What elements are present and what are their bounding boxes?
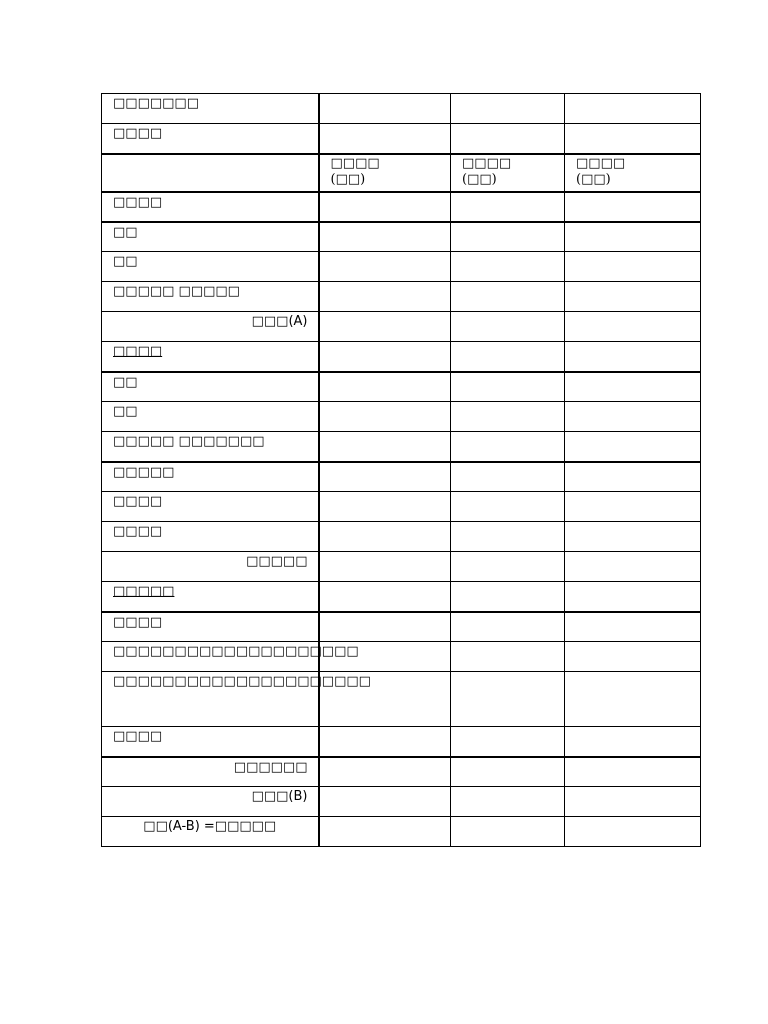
value-cell[interactable] xyxy=(319,787,451,817)
value-cell[interactable] xyxy=(319,252,451,282)
value-cell[interactable] xyxy=(565,817,701,847)
row-label-cell xyxy=(102,672,371,727)
row-label: □□□□ xyxy=(113,524,163,539)
value-cell[interactable] xyxy=(565,522,701,552)
table-row xyxy=(102,462,701,492)
row-label-cell xyxy=(102,342,319,372)
row-label-cell xyxy=(102,612,319,642)
row-label: □□□□□ □□□□□ xyxy=(113,284,240,299)
value-cell[interactable] xyxy=(319,612,451,642)
value-cell[interactable] xyxy=(319,552,451,582)
value-cell[interactable] xyxy=(451,582,565,612)
row-label: □□□□□ xyxy=(113,584,175,599)
value-cell[interactable] xyxy=(565,252,701,282)
table-row xyxy=(102,612,701,642)
value-cell[interactable] xyxy=(451,787,565,817)
value-cell[interactable] xyxy=(319,312,451,342)
row-label: □□□□□ xyxy=(113,464,175,480)
row-label-cell xyxy=(102,552,319,582)
value-cell[interactable] xyxy=(565,192,701,222)
row-label: □□ xyxy=(113,374,138,390)
row-label-cell xyxy=(102,402,319,432)
row-label-cell xyxy=(102,312,319,342)
row-label: □□□□□□ xyxy=(233,759,308,775)
value-cell[interactable] xyxy=(319,727,451,757)
table-row xyxy=(102,312,701,342)
row-label: □□□□ xyxy=(113,614,163,630)
value-cell[interactable] xyxy=(451,192,565,222)
value-cell[interactable] xyxy=(319,757,451,787)
row-label-cell xyxy=(102,582,319,612)
table-row xyxy=(102,787,701,817)
row-label: □□□□ xyxy=(113,126,163,141)
value-cell[interactable] xyxy=(451,462,565,492)
row-label: □□ xyxy=(113,254,138,269)
row-label: □□(A-B) =□□□□□ xyxy=(143,819,277,834)
value-cell[interactable] xyxy=(319,372,451,402)
value-cell[interactable] xyxy=(319,462,451,492)
table-row xyxy=(102,222,701,252)
value-cell[interactable] xyxy=(565,552,701,582)
table-row xyxy=(102,372,701,402)
value-cell[interactable] xyxy=(451,342,565,372)
value-cell[interactable] xyxy=(451,402,565,432)
row-label-cell xyxy=(102,282,319,312)
column-header-2 xyxy=(451,154,565,192)
row-label-cell xyxy=(102,372,319,402)
table-row xyxy=(102,402,701,432)
value-cell[interactable] xyxy=(565,432,701,462)
row-label-cell xyxy=(102,522,319,552)
row-label: □□□□□□□□□□□□□□□□□□□□ xyxy=(113,644,359,659)
row-label: □□□□□□□ xyxy=(113,96,199,111)
table-row xyxy=(102,522,701,552)
table-row xyxy=(102,282,701,312)
value-cell[interactable] xyxy=(451,312,565,342)
row-label: □□□□ xyxy=(113,194,163,210)
table-row xyxy=(102,672,701,727)
value-cell[interactable] xyxy=(451,727,565,757)
row-label: □□□□ xyxy=(113,729,163,744)
value-cell[interactable] xyxy=(565,642,701,672)
table-row xyxy=(102,582,701,612)
value-cell[interactable] xyxy=(451,672,565,727)
value-cell[interactable] xyxy=(565,402,701,432)
row-label-cell xyxy=(102,154,319,192)
table-row xyxy=(102,432,701,462)
value-cell[interactable] xyxy=(451,372,565,402)
value-cell[interactable] xyxy=(319,492,451,522)
value-cell[interactable] xyxy=(451,552,565,582)
form-table-body xyxy=(102,94,701,847)
row-label: □□□(A) xyxy=(251,314,308,329)
row-label: □□ xyxy=(113,404,138,419)
table-row xyxy=(102,492,701,522)
table-row xyxy=(102,757,701,787)
value-cell[interactable] xyxy=(319,222,451,252)
table-row xyxy=(102,192,701,222)
row-label-cell xyxy=(102,432,319,462)
row-label: □□□□ xyxy=(113,494,163,509)
form-table xyxy=(101,93,701,847)
table-header-row xyxy=(102,154,701,192)
row-label-cell xyxy=(102,817,319,847)
row-label-cell xyxy=(102,94,319,124)
value-cell[interactable] xyxy=(319,342,451,372)
value-cell[interactable] xyxy=(565,222,701,252)
value-cell[interactable] xyxy=(451,282,565,312)
value-cell[interactable] xyxy=(565,757,701,787)
value-cell[interactable] xyxy=(565,787,701,817)
value-cell[interactable] xyxy=(451,612,565,642)
table-row xyxy=(102,552,701,582)
column-header-unit: (□□) xyxy=(576,171,611,187)
value-cell[interactable] xyxy=(451,817,565,847)
value-cell[interactable] xyxy=(451,432,565,462)
value-cell[interactable] xyxy=(451,642,565,672)
value-cell[interactable] xyxy=(451,522,565,552)
value-cell[interactable] xyxy=(319,432,451,462)
row-label: □□□□□□□□□□□□□□□□□□□□□ xyxy=(113,674,371,689)
table-row xyxy=(102,252,701,282)
value-cell[interactable] xyxy=(451,124,565,154)
value-cell[interactable] xyxy=(565,312,701,342)
value-cell[interactable] xyxy=(319,817,451,847)
row-label-cell xyxy=(102,492,319,522)
value-cell[interactable] xyxy=(565,94,701,124)
value-cell[interactable] xyxy=(319,282,451,312)
row-label-cell xyxy=(102,642,359,672)
value-cell[interactable] xyxy=(565,727,701,757)
value-cell[interactable] xyxy=(565,612,701,642)
column-header-1 xyxy=(319,154,451,192)
value-cell[interactable] xyxy=(451,757,565,787)
value-cell[interactable] xyxy=(565,492,701,522)
column-header-title: □□□□ xyxy=(576,155,626,171)
row-label: □□ xyxy=(113,224,138,240)
row-label-cell xyxy=(102,727,319,757)
table-row xyxy=(102,94,701,124)
value-cell[interactable] xyxy=(451,492,565,522)
table-row xyxy=(102,642,701,672)
value-cell[interactable] xyxy=(319,402,451,432)
value-cell[interactable] xyxy=(565,124,701,154)
value-cell[interactable] xyxy=(565,342,701,372)
row-label: □□□□□ xyxy=(246,554,308,569)
value-cell[interactable] xyxy=(451,222,565,252)
row-label-cell xyxy=(102,462,319,492)
row-label: □□□(B) xyxy=(251,789,308,804)
column-header-unit: (□□) xyxy=(330,171,366,187)
row-label-cell xyxy=(102,787,319,817)
table-row xyxy=(102,124,701,154)
value-cell[interactable] xyxy=(565,582,701,612)
row-label: □□□□ xyxy=(113,344,163,359)
value-cell[interactable] xyxy=(565,462,701,492)
value-cell[interactable] xyxy=(565,282,701,312)
value-cell[interactable] xyxy=(565,672,701,727)
value-cell[interactable] xyxy=(451,252,565,282)
column-header-unit: (□□) xyxy=(462,171,497,187)
row-label-cell xyxy=(102,124,319,154)
value-cell[interactable] xyxy=(451,94,565,124)
table-row xyxy=(102,817,701,847)
row-label-cell xyxy=(102,252,319,282)
row-label-cell xyxy=(102,222,319,252)
value-cell[interactable] xyxy=(319,522,451,552)
column-header-3 xyxy=(565,154,701,192)
value-cell[interactable] xyxy=(319,192,451,222)
row-label-cell xyxy=(102,757,319,787)
value-cell[interactable] xyxy=(319,94,451,124)
column-header-title: □□□□ xyxy=(462,155,512,171)
table-row xyxy=(102,342,701,372)
table-row xyxy=(102,727,701,757)
column-header-title: □□□□ xyxy=(330,155,380,171)
value-cell[interactable] xyxy=(319,582,451,612)
row-label: □□□□□ □□□□□□□ xyxy=(113,434,265,449)
value-cell[interactable] xyxy=(565,372,701,402)
value-cell[interactable] xyxy=(319,124,451,154)
row-label-cell xyxy=(102,192,319,222)
